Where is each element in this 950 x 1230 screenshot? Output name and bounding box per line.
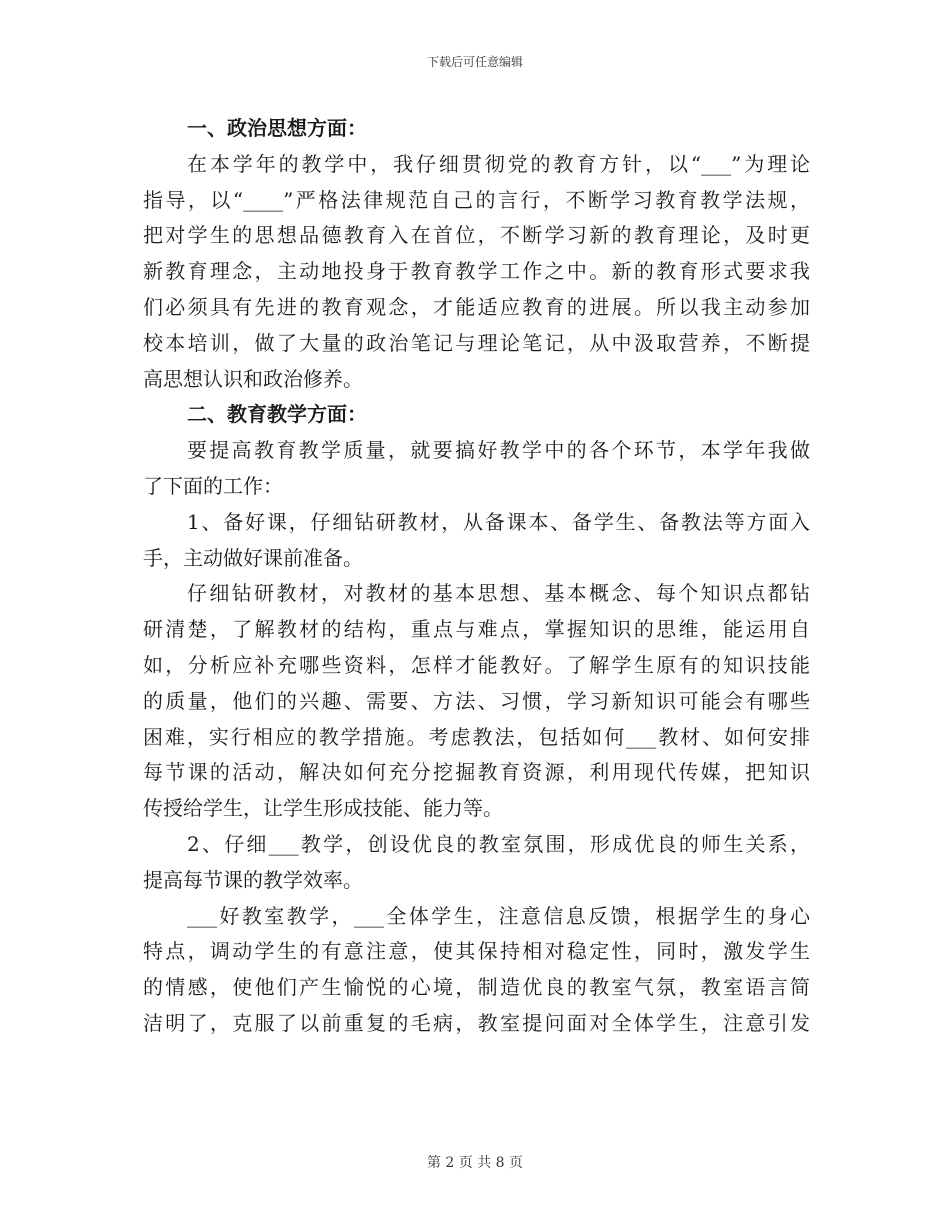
paragraph-line: 特点，调动学生的有意注意，使其保持相对稳定性，同时，激发学生 [143, 939, 810, 964]
document-body [143, 111, 810, 1042]
paragraph-line: 在本学年的教学中，我仔细贯彻党的教育方针，以“___”为理论 [187, 151, 810, 176]
paragraph-line: 们必须具有先进的教育观念，才能适应教育的进展。所以我主动参加 [143, 294, 810, 319]
paragraph-line: 2、仔细___教学，创设优良的教室氛围，形成优良的师生关系， [187, 831, 810, 856]
paragraph-line: 洁明了，克服了以前重复的毛病，教室提问面对全体学生，注意引发 [143, 1010, 810, 1035]
paragraph-line: 指导，以“____”严格法律规范自己的言行，不断学习教育教学法规， [143, 187, 810, 212]
paragraph-line: 校本培训，做了大量的政治笔记与理论笔记，从中汲取营养，不断提 [143, 330, 810, 355]
page-number-footer: 第 2 页 共 8 页 [426, 1155, 524, 1171]
section-heading-teaching: 二、教育教学方面： [187, 402, 367, 427]
paragraph-line: 高思想认识和政治修养。 [143, 366, 363, 391]
paragraph-line: 要提高教育教学质量，就要搞好教学中的各个环节，本学年我做 [187, 438, 810, 463]
paragraph-line: 新教育理念，主动地投身于教育教学工作之中。新的教育形式要求我 [143, 259, 810, 284]
paragraph-line: 研清楚，了解教材的结构，重点与难点，掌握知识的思维，能运用自 [143, 617, 810, 642]
section-heading-politics: 一、政治思想方面： [187, 116, 367, 140]
paragraph-line: 传授给学生，让学生形成技能、能力等。 [143, 796, 503, 821]
paragraph-line: 的质量，他们的兴趣、需要、方法、习惯，学习新知识可能会有哪些 [143, 688, 810, 713]
paragraph-line: ___好教室教学，___全体学生，注意信息反馈，根据学生的身心 [187, 903, 810, 928]
paragraph-line: 了下面的工作： [143, 473, 283, 498]
paragraph-line: 困难，实行相应的教学措施。考虑教法，包括如何___教材、如何安排 [143, 724, 810, 749]
paragraph-line: 如，分析应补充哪些资料，怎样才能教好。了解学生原有的知识技能 [143, 652, 810, 677]
paragraph-line: 的情感，使他们产生愉悦的心境，制造优良的教室气氛，教室语言简 [143, 975, 810, 1000]
paragraph-line: 把对学生的思想品德教育入在首位，不断学习新的教育理论，及时更 [143, 223, 810, 248]
paragraph-line: 每节课的活动，解决如何充分挖掘教育资源，利用现代传媒，把知识 [143, 760, 810, 785]
paragraph-line: 仔细钻研教材，对教材的基本思想、基本概念、每个知识点都钻 [187, 581, 810, 606]
paragraph-line: 1、备好课，仔细钻研教材，从备课本、备学生、备教法等方面入 [187, 509, 810, 534]
page-header-note: 下载后可任意编辑 [426, 55, 523, 69]
paragraph-line: 手，主动做好课前准备。 [143, 545, 363, 570]
paragraph-line: 提高每节课的教学效率。 [143, 867, 363, 892]
